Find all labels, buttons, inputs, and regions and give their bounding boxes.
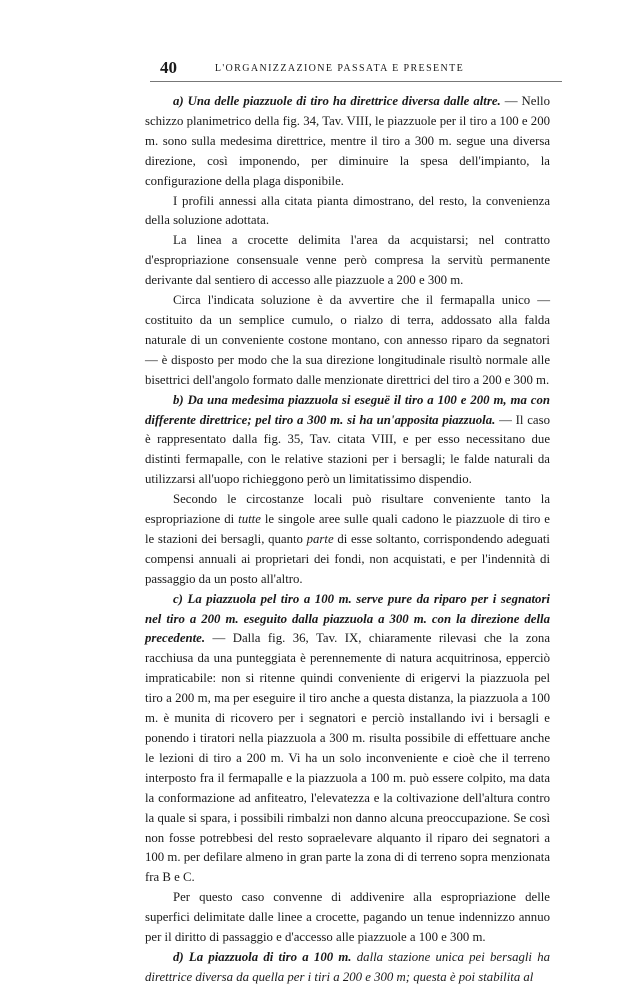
body-text	[145, 92, 550, 988]
paragraph-lead: c) La piazzuola pel tiro a 100 m. serve pure da riparo per i segnatori nel tiro a 200 m. eseguito dalla piazzuola a 300 m. con la direzione della precedente.	[145, 591, 550, 646]
running-title: L'ORGANIZZAZIONE PASSATA E PRESENTE	[214, 63, 465, 74]
paragraph	[145, 92, 550, 192]
paragraph	[145, 231, 550, 291]
header-rule	[150, 81, 562, 82]
page-header	[140, 58, 539, 82]
paragraph-text: Per questo caso convenne di addivenire alla espropriazione delle superfici delimitate dalle linee a crocette, pagando un tenue indennizzo annuo per il diritto di passaggio e d'accesso alle piazzuole a 100 e 300 m.	[145, 890, 550, 945]
paragraph-lead: a) Una delle piazzuole di tiro ha direttrice diversa dalle altre.	[173, 94, 501, 108]
paragraph	[145, 391, 550, 491]
paragraph-text: — Dalla fig. 36, Tav. IX, chiaramente rilevasi che la zona racchiusa da una punteggiata è perennemente di natura acquitrinosa, epperciò impraticabile: non si ritenne quindi conveniente di erigervi la piazzuola pel tiro a 200 m, ma per eseguire il tiro anche a questa distanza, la piazzuola a 100 m. è munita di ricovero per i segnatori e perciò installando ivi i bersagli e ponendo i tiratori nella piazzuola a 300 m. risulta possibile di effettuare anche le lezioni di tiro a 200 m. Vi ha un solo inconveniente e cioè che il terreno interposto fra il fermapalle e la piazzuola a 100 m. può essere colpito, ma data la conformazione ad anfiteatro, l'elevatezza e la coltivazione dell'altura contro la quale si spara, i possibili rimbalzi non danno alcuna preoccupazione. Se così non fosse potrebbesi del resto sopraelevare alquanto il riparo dei segnatori a 100 m. per defilare almeno in gran parte la zona di di terreno sopra menzionata fra B e C.	[145, 631, 551, 885]
paragraph	[145, 888, 550, 948]
paragraph	[145, 192, 550, 232]
paragraph-text: dalla stazione unica pei bersagli ha direttrice diversa da quella per i tiri a 200 e 300 m; questa è poi stabilita al	[145, 949, 551, 984]
page-number: 40	[160, 58, 177, 77]
paragraph-lead: d) La piazzuola di tiro a 100 m.	[173, 949, 352, 964]
paragraph	[145, 948, 550, 988]
paragraph-lead: b) Da una medesima piazzuola si eseguë il tiro a 100 e 200 m, ma con differente direttrice; pel tiro a 300 m. si ha un'apposita piazzuola.	[145, 392, 550, 427]
paragraph	[145, 590, 550, 889]
paragraph	[145, 291, 550, 391]
emphasis-word: parte	[306, 531, 334, 546]
paragraph-text: — Nello schizzo planimetrico della fig. 34, Tav. VIII, le piazzuole per il tiro a 100 e 200 m. sono sulla medesima direttrice, mentre il tiro a 300 m. segue una diversa direzione, così imponendo, per diminuire la spesa dell'impianto, la configurazione della plaga disponibile.	[145, 94, 550, 188]
emphasis-word: tutte	[238, 512, 261, 527]
paragraph-text: — Il caso è rappresentato dalla fig. 35, Tav. citata VIII, e per esso necessitano due distinti fermapalle, con le relative stazioni per i bersagli; le falde naturali da utilizzarsi all'uopo richieggono però un limitatissimo dispendio.	[145, 412, 550, 487]
paragraph-text: La linea a crocette delimita l'area da acquistarsi; nel contratto d'espropriazione consensuale venne però compresa la servitù permanente derivante dal sentiero di accesso alle piazzuole a 200 e 300 m.	[145, 233, 550, 288]
paragraph-text: le singole aree sulle quali cadono le piazzuole di tiro e le stazioni dei bersagli, quanto	[145, 512, 550, 546]
paragraph-text: I profili annessi alla citata pianta dimostrano, del resto, la convenienza della soluzione adottata.	[145, 193, 550, 228]
paragraph-text: di esse soltanto, corrispondendo adeguati compensi annuali ai proprietari dei fondi, non acquistati, e per l'indennità di passaggio da un posto all'altro.	[145, 531, 550, 586]
paragraph	[145, 490, 550, 590]
paragraph-text: Circa l'indicata soluzione è da avvertire che il fermapalla unico — costituito da un semplice cumulo, o rialzo di terra, addossato alla falda naturale di un conveniente costone montano, con annesso riparo da segnatori — è disposto per modo che la sua direzione longitudinale risultò normale alle bisettrici dell'angolo formato dalle menzionate direttrici del tiro a 200 e 300 m.	[145, 293, 550, 387]
paragraph-text: Secondo le circostanze locali può risultare conveniente tanto la espropriazione di	[145, 492, 550, 527]
